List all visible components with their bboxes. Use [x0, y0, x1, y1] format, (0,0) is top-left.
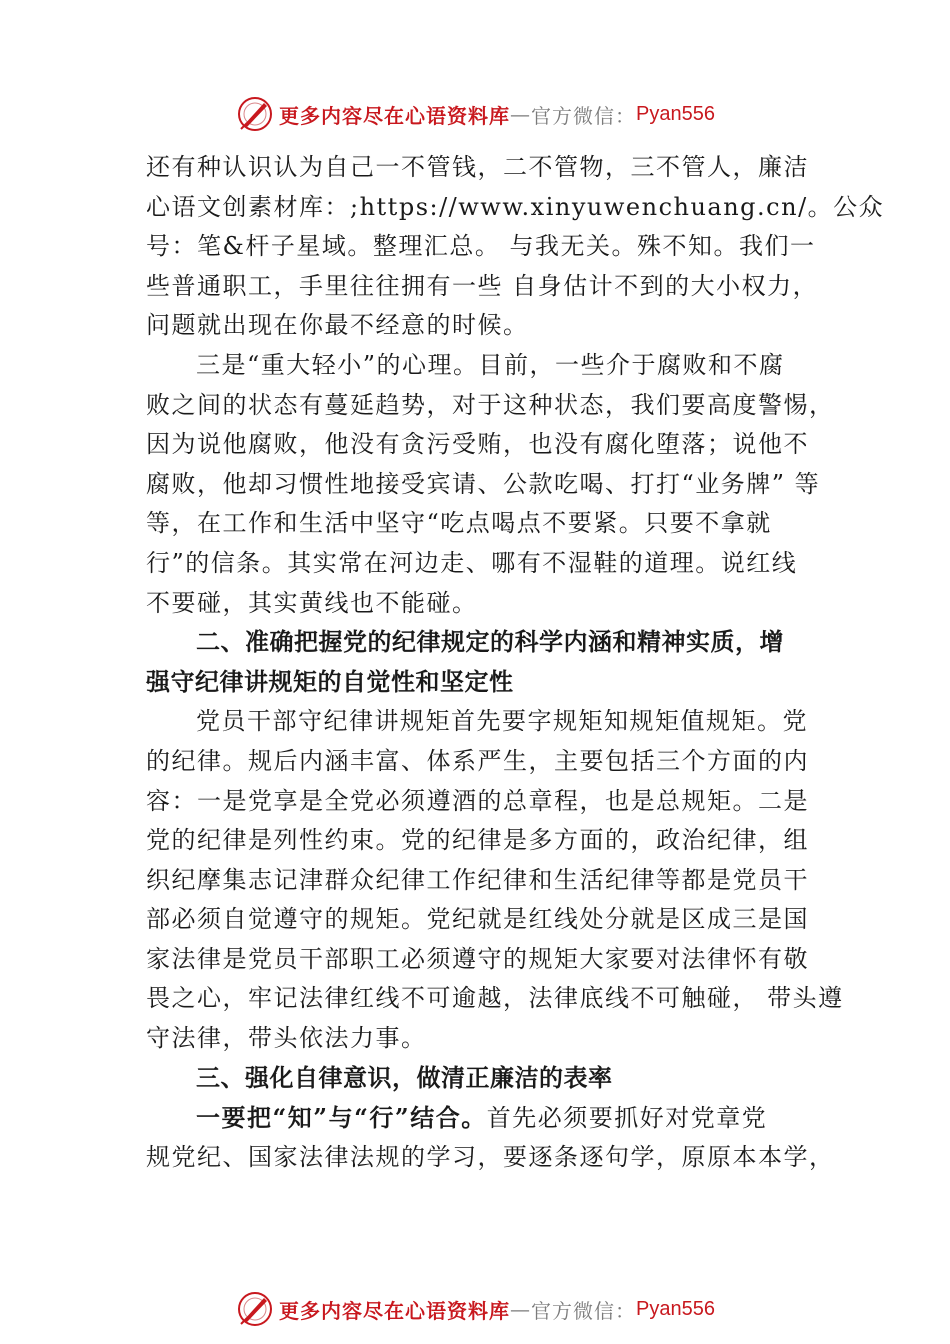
banner-dash: — [510, 102, 532, 126]
paragraph-line: 不要碰，其实黄线也不能碰。 [146, 588, 478, 617]
banner-library-text: 更多内容尽在心语资料库 [279, 1298, 511, 1323]
quill-pen-seal-icon [235, 1289, 275, 1329]
paragraph-line: 还有种认识认为自己一不管钱，二不管物，三不管人，廉洁 [146, 153, 809, 181]
paragraph-line: 畏之心，牢记法律红线不可逾越，法律底线不可触碰， 带头遵 [146, 984, 844, 1013]
paragraph-line: 因为说他腐败，他没有贪污受贿，也没有腐化堕落；说他不 [146, 430, 809, 459]
paragraph-line: 腐败，他却习惯性地接受宾请、公款吃喝、打打“业务牌” 等 [146, 469, 821, 498]
banner-wechat-label: 官方微信： [531, 103, 637, 128]
paragraph-line: 家法律是党员干部职工必须遵守的规矩大家要对法律怀有敬 [146, 944, 809, 973]
quill-pen-seal-icon [235, 94, 275, 134]
paragraph-line: 心语文创素材库：;https://www.xinyuwenchuang.cn/。公众 [146, 192, 885, 221]
section-heading-3: 三、强化自律意识，做清正廉洁的表率 [196, 1063, 613, 1092]
banner-dash: — [510, 1297, 532, 1321]
paragraph-line: 号：笔&杆子星域。整理汇总。 与我无关。殊不知。我们一 [146, 232, 816, 261]
paragraph-line: 守法律，带头依法力事。 [146, 1024, 427, 1053]
footer-banner [0, 1287, 950, 1331]
paragraph-line: 行”的信条。其实常在河边走、哪有不湿鞋的道理。说红线 [146, 548, 798, 577]
paragraph-line: 些普通职工，手里往往拥有一些 自身估计不到的大小权力， [146, 271, 819, 300]
paragraph-line: 织纪摩集志记津群众纪律工作纪律和生活纪律等都是党员干 [146, 865, 809, 894]
paragraph-line [146, 1098, 826, 1138]
banner-library-text: 更多内容尽在心语资料库 [279, 103, 511, 128]
paragraph-line: 等，在工作和生活中坚守“吃点喝点不要紧。只要不拿就 [146, 509, 772, 538]
banner-wechat-id: Pyan556 [636, 1297, 715, 1320]
section-heading-2: 二、准确把握党的纪律规定的科学内涵和精神实质，增 [196, 628, 784, 657]
header-banner [0, 92, 950, 136]
paragraph-line: 党员干部守纪律讲规矩首先要字规矩知规矩值规矩。党 [196, 707, 808, 736]
section-heading-2-cont: 强守纪律讲规矩的自觉性和坚定性 [146, 667, 514, 696]
paragraph-line: 问题就出现在你最不经意的时候。 [146, 311, 529, 340]
document-body [146, 148, 885, 1177]
paragraph-line: 容：一是党享是全党必须遵酒的总章程，也是总规矩。二是 [146, 786, 809, 815]
paragraph-line: 党的纪律是列性约束。党的纪律是多方面的，政治纪律，组 [146, 826, 809, 855]
banner-wechat-id: Pyan556 [636, 102, 715, 125]
paragraph-line: 败之间的状态有蔓延趋势，对于这种状态，我们要高度警惕， [146, 390, 835, 419]
paragraph-line: 的纪律。规后内涵丰富、体系严生，主要包括三个方面的内 [146, 746, 809, 775]
paragraph-line: 部必须自觉遵守的规矩。党纪就是红线处分就是区成三是国 [146, 905, 809, 934]
bold-lead-in: 一要把“知”与“行”结合。 [196, 1103, 487, 1133]
banner-wechat-label: 官方微信： [531, 1298, 637, 1323]
paragraph-text: 首先必须要抓好对党章党 [486, 1104, 768, 1133]
paragraph-line: 三是“重大轻小”的心理。目前，一些介于腐败和不腐 [196, 350, 785, 379]
paragraph-line: 规党纪、国家法律法规的学习，要逐条逐句学，原原本本学， [146, 1142, 835, 1171]
